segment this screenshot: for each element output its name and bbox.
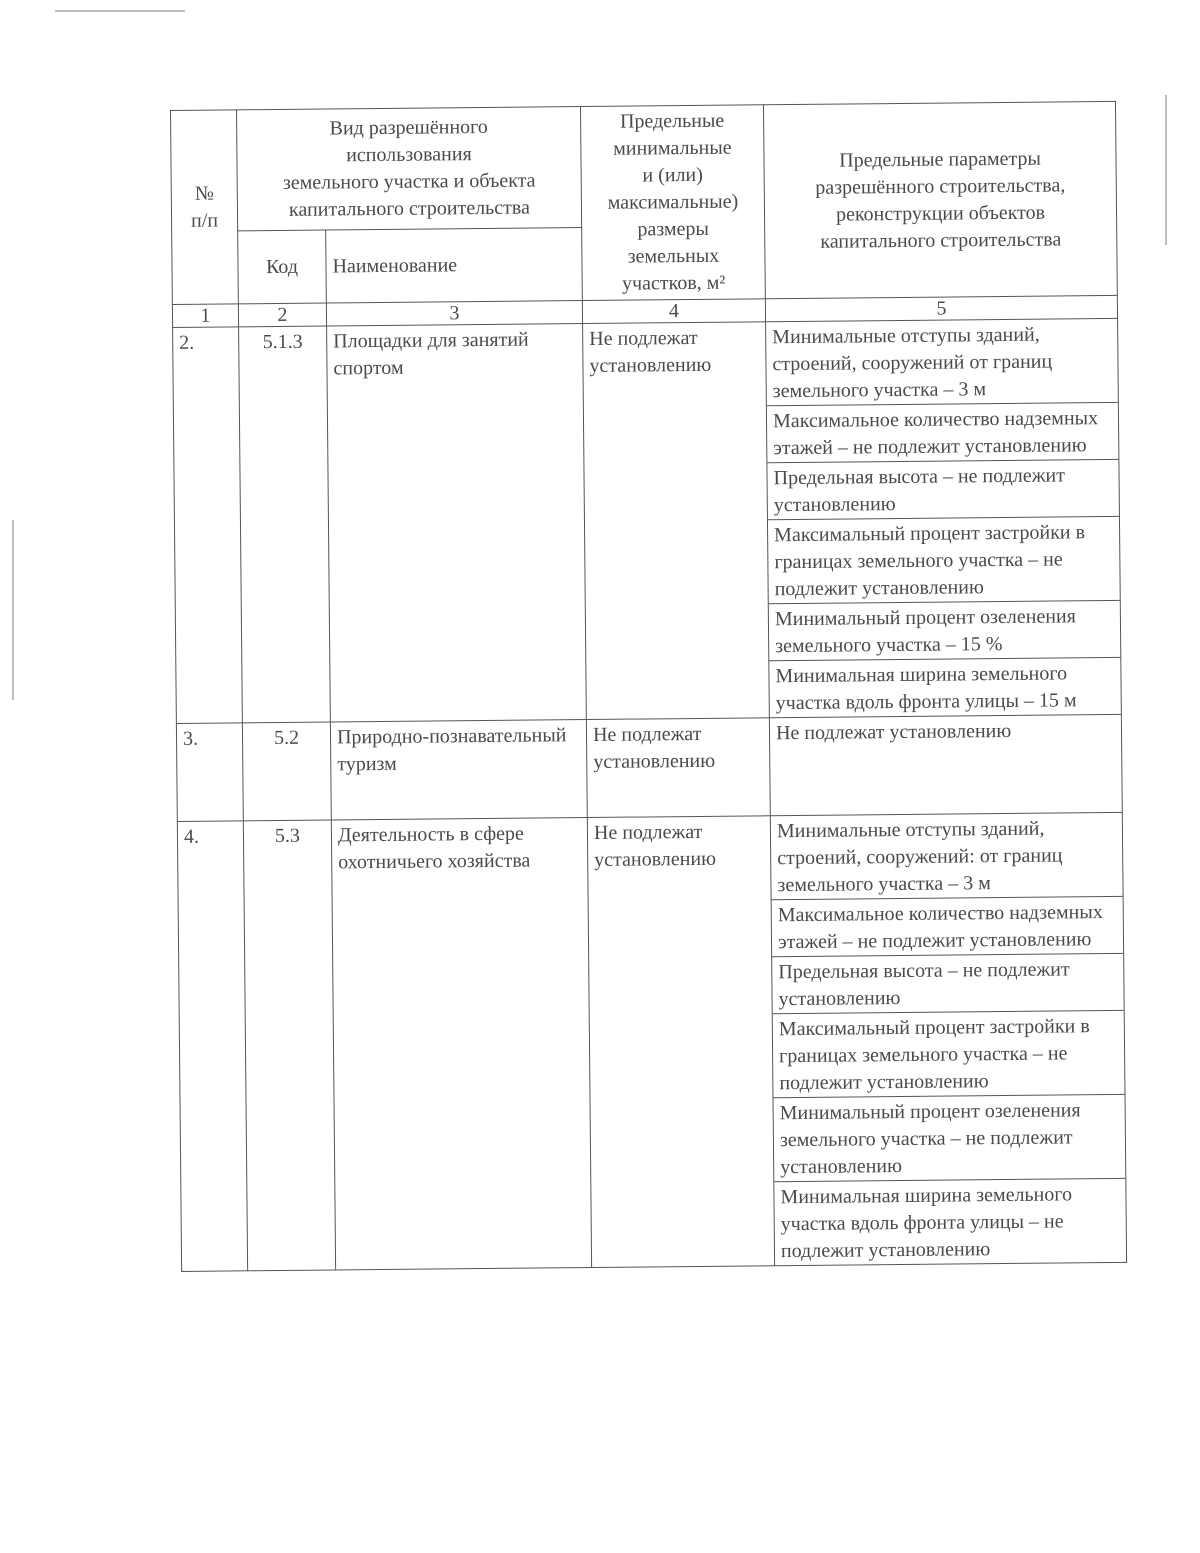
row-number: 2. [173, 327, 243, 724]
table-row [173, 318, 1122, 723]
row-name: Деятельность в сфере охотничьего хозяйства [331, 818, 591, 1270]
row-params [766, 318, 1122, 717]
param-item: Максимальное количество надземных этажей – не подлежит установлению [772, 897, 1124, 957]
scan-mark-right [1165, 95, 1167, 245]
param-item: Предельная высота – не подлежит установлению [767, 460, 1119, 520]
header-code: Код [238, 230, 327, 304]
param-item: Не подлежат установлению [775, 719, 1012, 745]
row-sizes: Не подлежат установлению [583, 322, 770, 720]
param-item: Предельная высота – не подлежит установлению [772, 954, 1124, 1014]
row-params [770, 812, 1126, 1265]
row-name: Площадки для занятий спортом [327, 324, 587, 722]
param-item: Минимальные отступы зданий, строений, сооружений от границ земельного участка – 3 м [766, 319, 1118, 406]
header-plot-sizes: Предельные минимальные и (или) максимальные) размеры земельных участков, м² [581, 105, 766, 301]
column-number: 1 [172, 304, 238, 328]
header-name: Наименование [326, 228, 583, 303]
scan-mark-left [12, 520, 14, 700]
param-item: Минимальный процент озеленения земельного участка – 15 % [769, 601, 1121, 661]
row-code: 5.1.3 [239, 326, 331, 723]
row-number: 4. [177, 821, 247, 1272]
column-number: 2 [238, 303, 326, 327]
header-construction-params: Предельные параметры разрешённого строительства, реконструкции объектов капитального строительства [763, 101, 1117, 298]
row-sizes: Не подлежат установлению [587, 816, 774, 1268]
scan-mark-top [55, 10, 185, 12]
param-item: Минимальный процент озеленения земельного участка – не подлежит установлению [774, 1095, 1126, 1182]
param-item: Максимальный процент застройки в границах земельного участка – не подлежит установлению [773, 1011, 1125, 1098]
param-item: Минимальные отступы зданий, строений, сооружений: от границ земельного участка – 3 м [771, 813, 1123, 900]
param-item: Максимальный процент застройки в границах земельного участка – не подлежит установлению [768, 517, 1120, 604]
row-name: Природно-познавательный туризм [330, 720, 587, 820]
column-number: 4 [582, 299, 765, 324]
row-code: 5.2 [242, 722, 331, 821]
header-permitted-use: Вид разрешённого использования земельного участка и объекта капитального строительства [237, 107, 582, 232]
param-item: Максимальное количество надземных этажей – не подлежит установлению [767, 403, 1119, 463]
param-item: Минимальная ширина земельного участка вдоль фронта улицы – не подлежит установлению [780, 1183, 1073, 1263]
column-number: 3 [326, 301, 582, 326]
param-item: Минимальная ширина земельного участка вдоль фронта улицы – 15 м [775, 662, 1077, 715]
row-sizes: Не подлежат установлению [586, 718, 770, 818]
parameters-table [170, 101, 1127, 1272]
table-row [176, 714, 1122, 821]
row-code: 5.3 [243, 820, 335, 1271]
column-number: 5 [765, 295, 1117, 321]
table-row [177, 812, 1126, 1271]
row-number: 3. [176, 723, 243, 822]
document-page [170, 101, 1126, 1272]
header-number: № п/п [171, 110, 239, 305]
row-params [769, 714, 1122, 815]
